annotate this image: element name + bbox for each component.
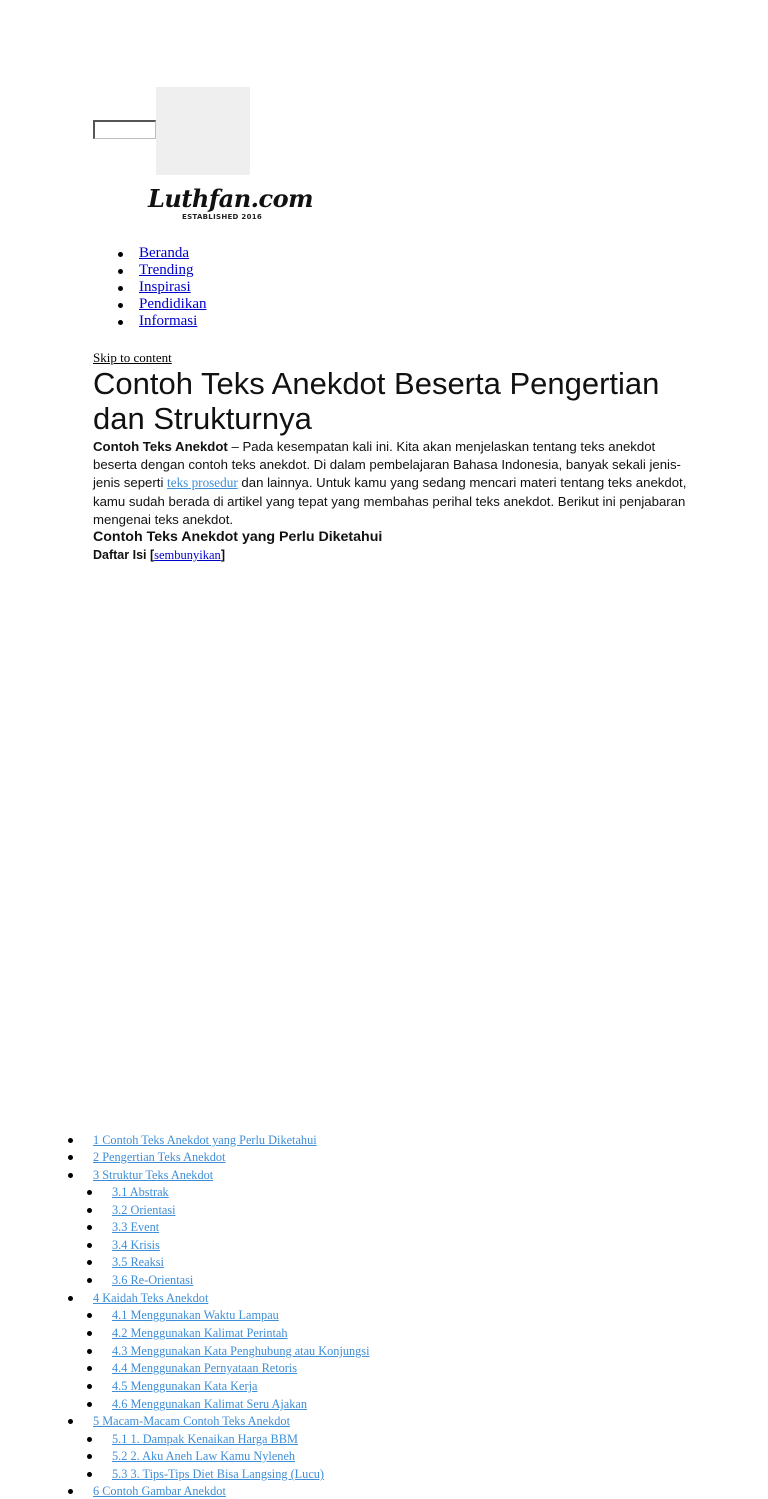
bullet-icon: [68, 1155, 73, 1160]
bullet-icon: [87, 1225, 92, 1230]
bullet-icon: [118, 286, 123, 291]
bullet-icon: [68, 1173, 73, 1178]
site-logo[interactable]: [148, 184, 314, 228]
bullet-icon: [118, 320, 123, 325]
bullet-icon: [68, 1489, 73, 1494]
toc-link[interactable]: 3.4 Krisis: [112, 1238, 160, 1252]
bullet-icon: [68, 1138, 73, 1143]
intro-bold-term: Contoh Teks Anekdot: [93, 439, 228, 454]
toc-hide-link[interactable]: sembunyikan: [154, 548, 221, 562]
toc-link[interactable]: 3.1 Abstrak: [112, 1185, 169, 1199]
bullet-icon: [87, 1190, 92, 1195]
nav-link-informasi[interactable]: Informasi: [139, 313, 198, 329]
bullet-icon: [118, 269, 123, 274]
nav-link-beranda[interactable]: Beranda: [139, 245, 189, 261]
toc-bracket-open: [: [146, 548, 155, 562]
nav-link-inspirasi[interactable]: Inspirasi: [139, 279, 191, 295]
skip-to-content-link[interactable]: Skip to content: [93, 350, 172, 365]
bullet-icon: [87, 1243, 92, 1248]
bullet-icon: [118, 252, 123, 257]
bullet-icon: [87, 1437, 92, 1442]
toc-link[interactable]: 4.4 Menggunakan Pernyataan Retoris: [112, 1361, 298, 1375]
bullet-icon: [87, 1454, 92, 1459]
toc-link[interactable]: 3 Struktur Teks Anekdot: [93, 1168, 214, 1182]
intro-text-part2: dan lainnya. Untuk kamu yang sedang mencari materi tentang teks anekdot, kamu sudah berada di artikel yang tepat yang membahas perihal teks anekdot. Berikut ini penjabaran mengenai teks anekdot.: [93, 475, 687, 527]
nav-link-pendidikan[interactable]: Pendidikan: [139, 296, 207, 312]
toc-link[interactable]: 3.6 Re-Orientasi: [112, 1273, 194, 1287]
toc-link[interactable]: 4 Kaidah Teks Anekdot: [93, 1291, 209, 1305]
toc-link[interactable]: 5.2 2. Aku Aneh Law Kamu Nyleneh: [112, 1449, 296, 1463]
toc-link[interactable]: 4.3 Menggunakan Kata Penghubung atau Konjungsi: [112, 1344, 370, 1358]
toc-link[interactable]: 3.5 Reaksi: [112, 1255, 164, 1269]
toc-link[interactable]: 4.6 Menggunakan Kalimat Seru Ajakan: [112, 1397, 307, 1411]
toc-link[interactable]: 6 Contoh Gambar Anekdot: [93, 1484, 226, 1498]
logo-subtitle: ESTABLISHED 2016: [182, 213, 263, 221]
logo-text: Luthfan.com: [148, 184, 314, 213]
toc-link[interactable]: 2 Pengertian Teks Anekdot: [93, 1150, 226, 1164]
bullet-icon: [87, 1402, 92, 1407]
toc-link[interactable]: 5.3 3. Tips-Tips Diet Bisa Langsing (Lucu): [112, 1467, 325, 1481]
toc-link[interactable]: 5 Macam-Macam Contoh Teks Anekdot: [93, 1414, 290, 1428]
bullet-icon: [87, 1208, 92, 1213]
bullet-icon: [87, 1349, 92, 1354]
nav-item-pendidikan: [114, 296, 207, 313]
bullet-icon: [87, 1331, 92, 1336]
toc-title: [93, 548, 225, 563]
search-input[interactable]: [93, 120, 156, 139]
toc-link[interactable]: 3.2 Orientasi: [112, 1203, 176, 1217]
bullet-icon: [87, 1472, 92, 1477]
bullet-icon: [87, 1384, 92, 1389]
main-nav: [114, 245, 207, 330]
toc-link[interactable]: 3.3 Event: [112, 1220, 160, 1234]
bullet-icon: [68, 1419, 73, 1424]
nav-link-trending[interactable]: Trending: [139, 262, 194, 278]
toc-title-text: Daftar Isi: [93, 548, 147, 562]
section-heading: Contoh Teks Anekdot yang Perlu Diketahui: [93, 529, 383, 545]
bullet-icon: [87, 1260, 92, 1265]
bullet-icon: [87, 1278, 92, 1283]
nav-item-inspirasi: [114, 279, 207, 296]
bullet-icon: [87, 1313, 92, 1318]
page-title: Contoh Teks Anekdot Beserta Pengertian dan Strukturnya: [93, 366, 660, 436]
nav-item-trending: [114, 262, 207, 279]
nav-item-beranda: [114, 245, 207, 262]
toc-link[interactable]: 1 Contoh Teks Anekdot yang Perlu Diketahui: [93, 1133, 317, 1147]
teks-prosedur-link[interactable]: teks prosedur: [167, 475, 238, 491]
image-placeholder: [156, 87, 250, 175]
nav-item-informasi: [114, 313, 207, 330]
toc-link[interactable]: 4.2 Menggunakan Kalimat Perintah: [112, 1326, 288, 1340]
toc-link[interactable]: 4.1 Menggunakan Waktu Lampau: [112, 1308, 279, 1322]
bullet-icon: [118, 303, 123, 308]
bullet-icon: [68, 1296, 73, 1301]
toc-link[interactable]: 4.5 Menggunakan Kata Kerja: [112, 1379, 258, 1393]
bullet-icon: [87, 1366, 92, 1371]
intro-text-part1: – Pada kesempatan kali ini. Kita akan menjelaskan tentang teks anekdot beserta dengan contoh teks anekdot. Di dalam pembelajaran Bahasa Indonesia, banyak sekali jenis-jenis seperti: [93, 439, 681, 491]
intro-paragraph: [93, 438, 693, 529]
toc-bracket-close: ]: [220, 548, 225, 562]
toc-link[interactable]: 5.1 1. Dampak Kenaikan Harga BBM: [112, 1432, 298, 1446]
